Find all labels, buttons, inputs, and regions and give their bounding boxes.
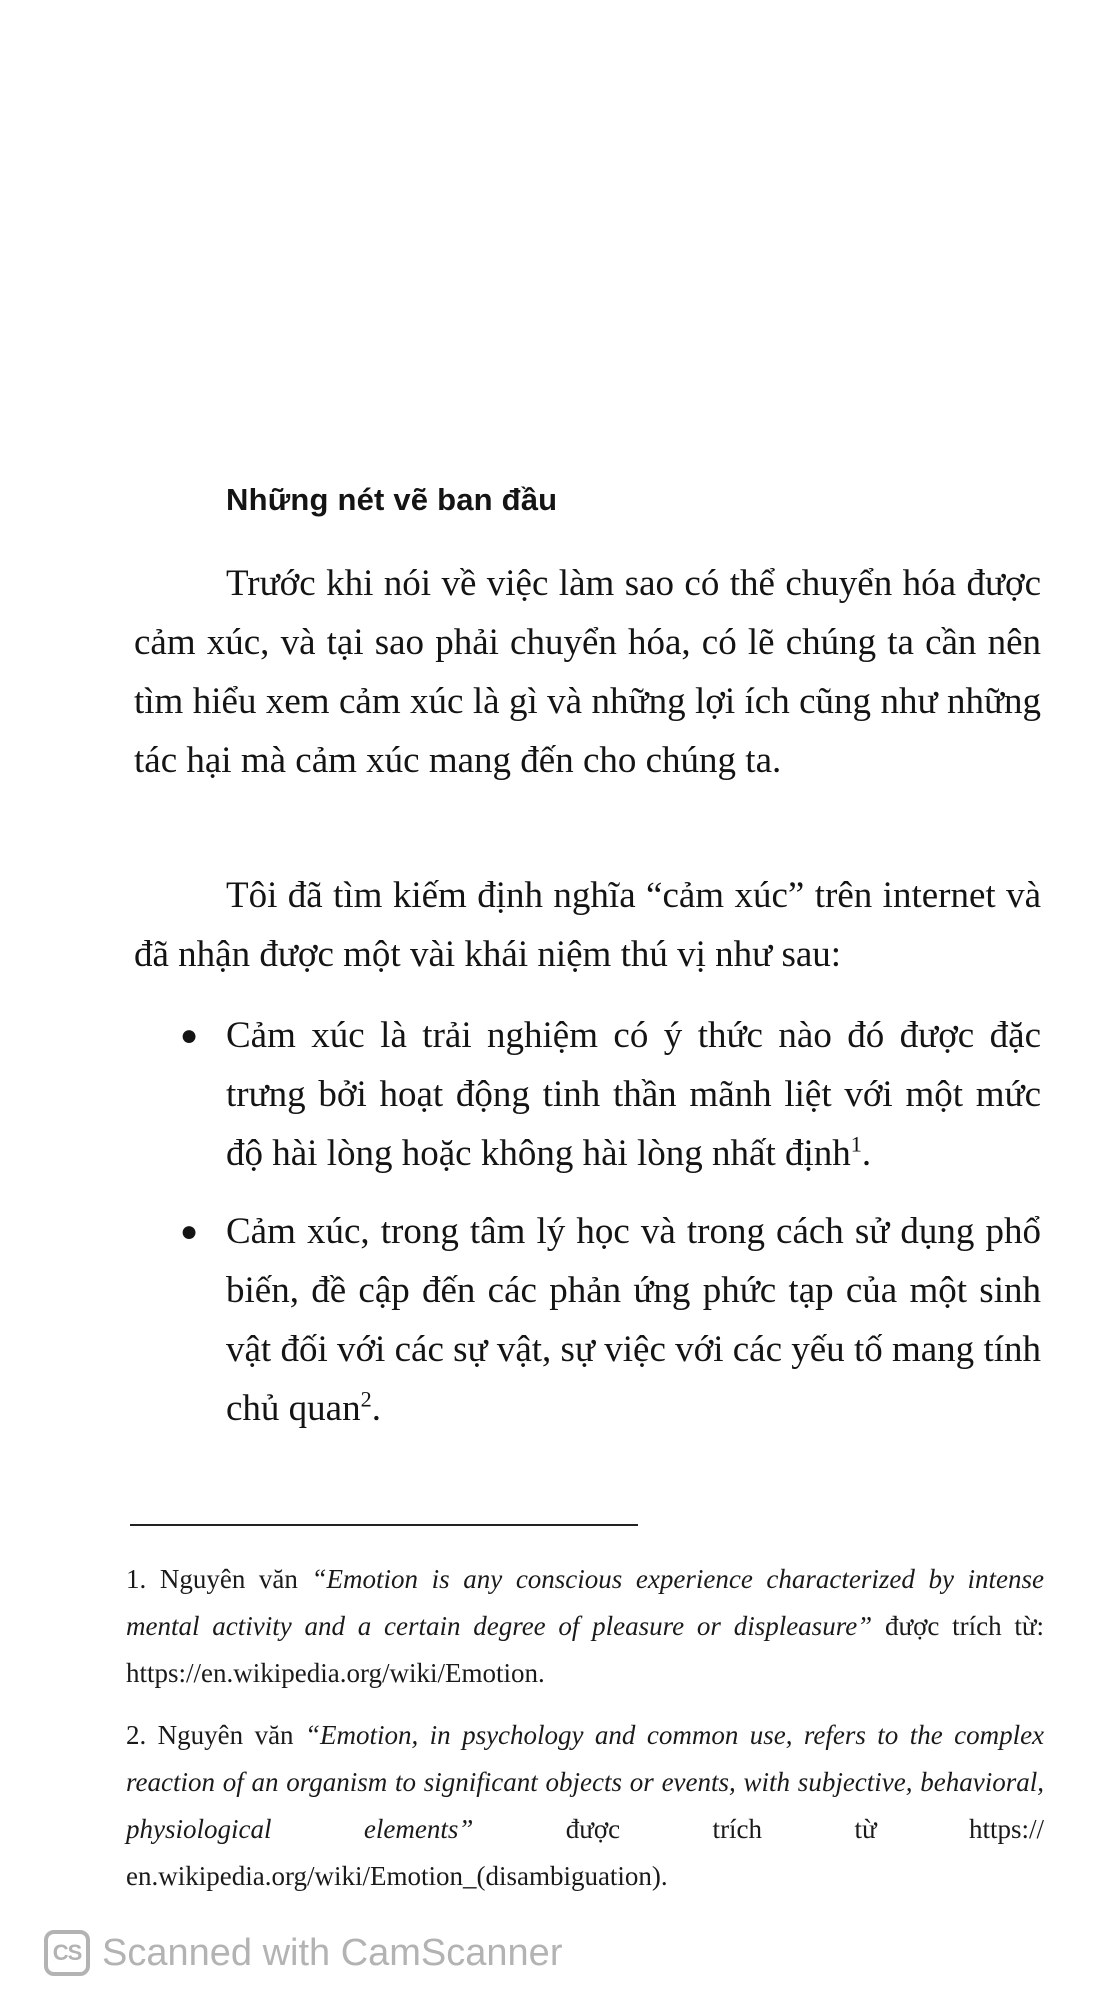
bullet-dot-icon: ●: [180, 1215, 199, 1248]
footnote-ref: 2: [360, 1386, 372, 1412]
footnote-prefix: Nguyên văn: [159, 1564, 298, 1594]
footnote-source: được trích từ https:// en.wikipedia.org/wiki/Emotion_(disambiguation).: [126, 1814, 1044, 1891]
footnote-2: [126, 1712, 1044, 1900]
footnote-prefix: Nguyên văn: [157, 1720, 294, 1750]
footnote-number: 2.: [126, 1720, 147, 1750]
paragraph-intro: Trước khi nói về việc làm sao có thể chuyển hóa được cảm xúc, và tại sao phải chuyển hóa, có lẽ chúng ta cần nên tìm hiểu xem cảm xúc là gì và những lợi ích cũng như những tác hại mà cảm xúc mang đến cho chúng ta.: [134, 563, 1041, 781]
footnote-ref: 1: [850, 1131, 862, 1157]
section-heading: Những nét vẽ ban đầu: [226, 482, 558, 517]
footnote-divider: [130, 1524, 638, 1526]
bullet-end: .: [861, 1133, 872, 1174]
footnote-source: được trích từ: https://en.wikipedia.org/wiki/Emotion.: [126, 1611, 1044, 1688]
footnote-quote: “Emotion is any conscious experience characterized by intense mental activity and a certain degree of pleasure or displeasure”: [126, 1564, 1045, 1641]
bullet-text: Cảm xúc là trải nghiệm có ý thức nào đó được đặc trưng bởi hoạt động tinh thần mãnh liệt với một mức độ hài lòng hoặc không hài lòng nhất định: [226, 1015, 1041, 1174]
footnote-1: [126, 1556, 1044, 1697]
footnote-number: 1.: [126, 1564, 147, 1594]
bullet-end: .: [371, 1388, 381, 1429]
camscanner-watermark: [44, 1930, 562, 1976]
camscanner-logo-icon: CS: [44, 1930, 90, 1976]
footnote-quote: “Emotion, in psychology and common use, refers to the complex reaction of an organism to significant objects or events, with subjective, behavioral, physiological elements”: [126, 1720, 1045, 1844]
bullet-list-item: [134, 1006, 1041, 1183]
bullet-text: Cảm xúc, trong tâm lý học và trong cách sử dụng phổ biến, đề cập đến các phản ứng phức tạp của một sinh vật đối với các sự vật, sự việc với các yếu tố mang tính chủ quan: [226, 1211, 1041, 1429]
bullet-dot-icon: ●: [180, 1019, 199, 1052]
paragraph-definition-search: Tôi đã tìm kiếm định nghĩa “cảm xúc” trên internet và đã nhận được một vài khái niệm thú vị như sau:: [134, 875, 1041, 975]
bullet-list-item: [134, 1202, 1041, 1438]
watermark-text: Scanned with CamScanner: [102, 1931, 563, 1974]
